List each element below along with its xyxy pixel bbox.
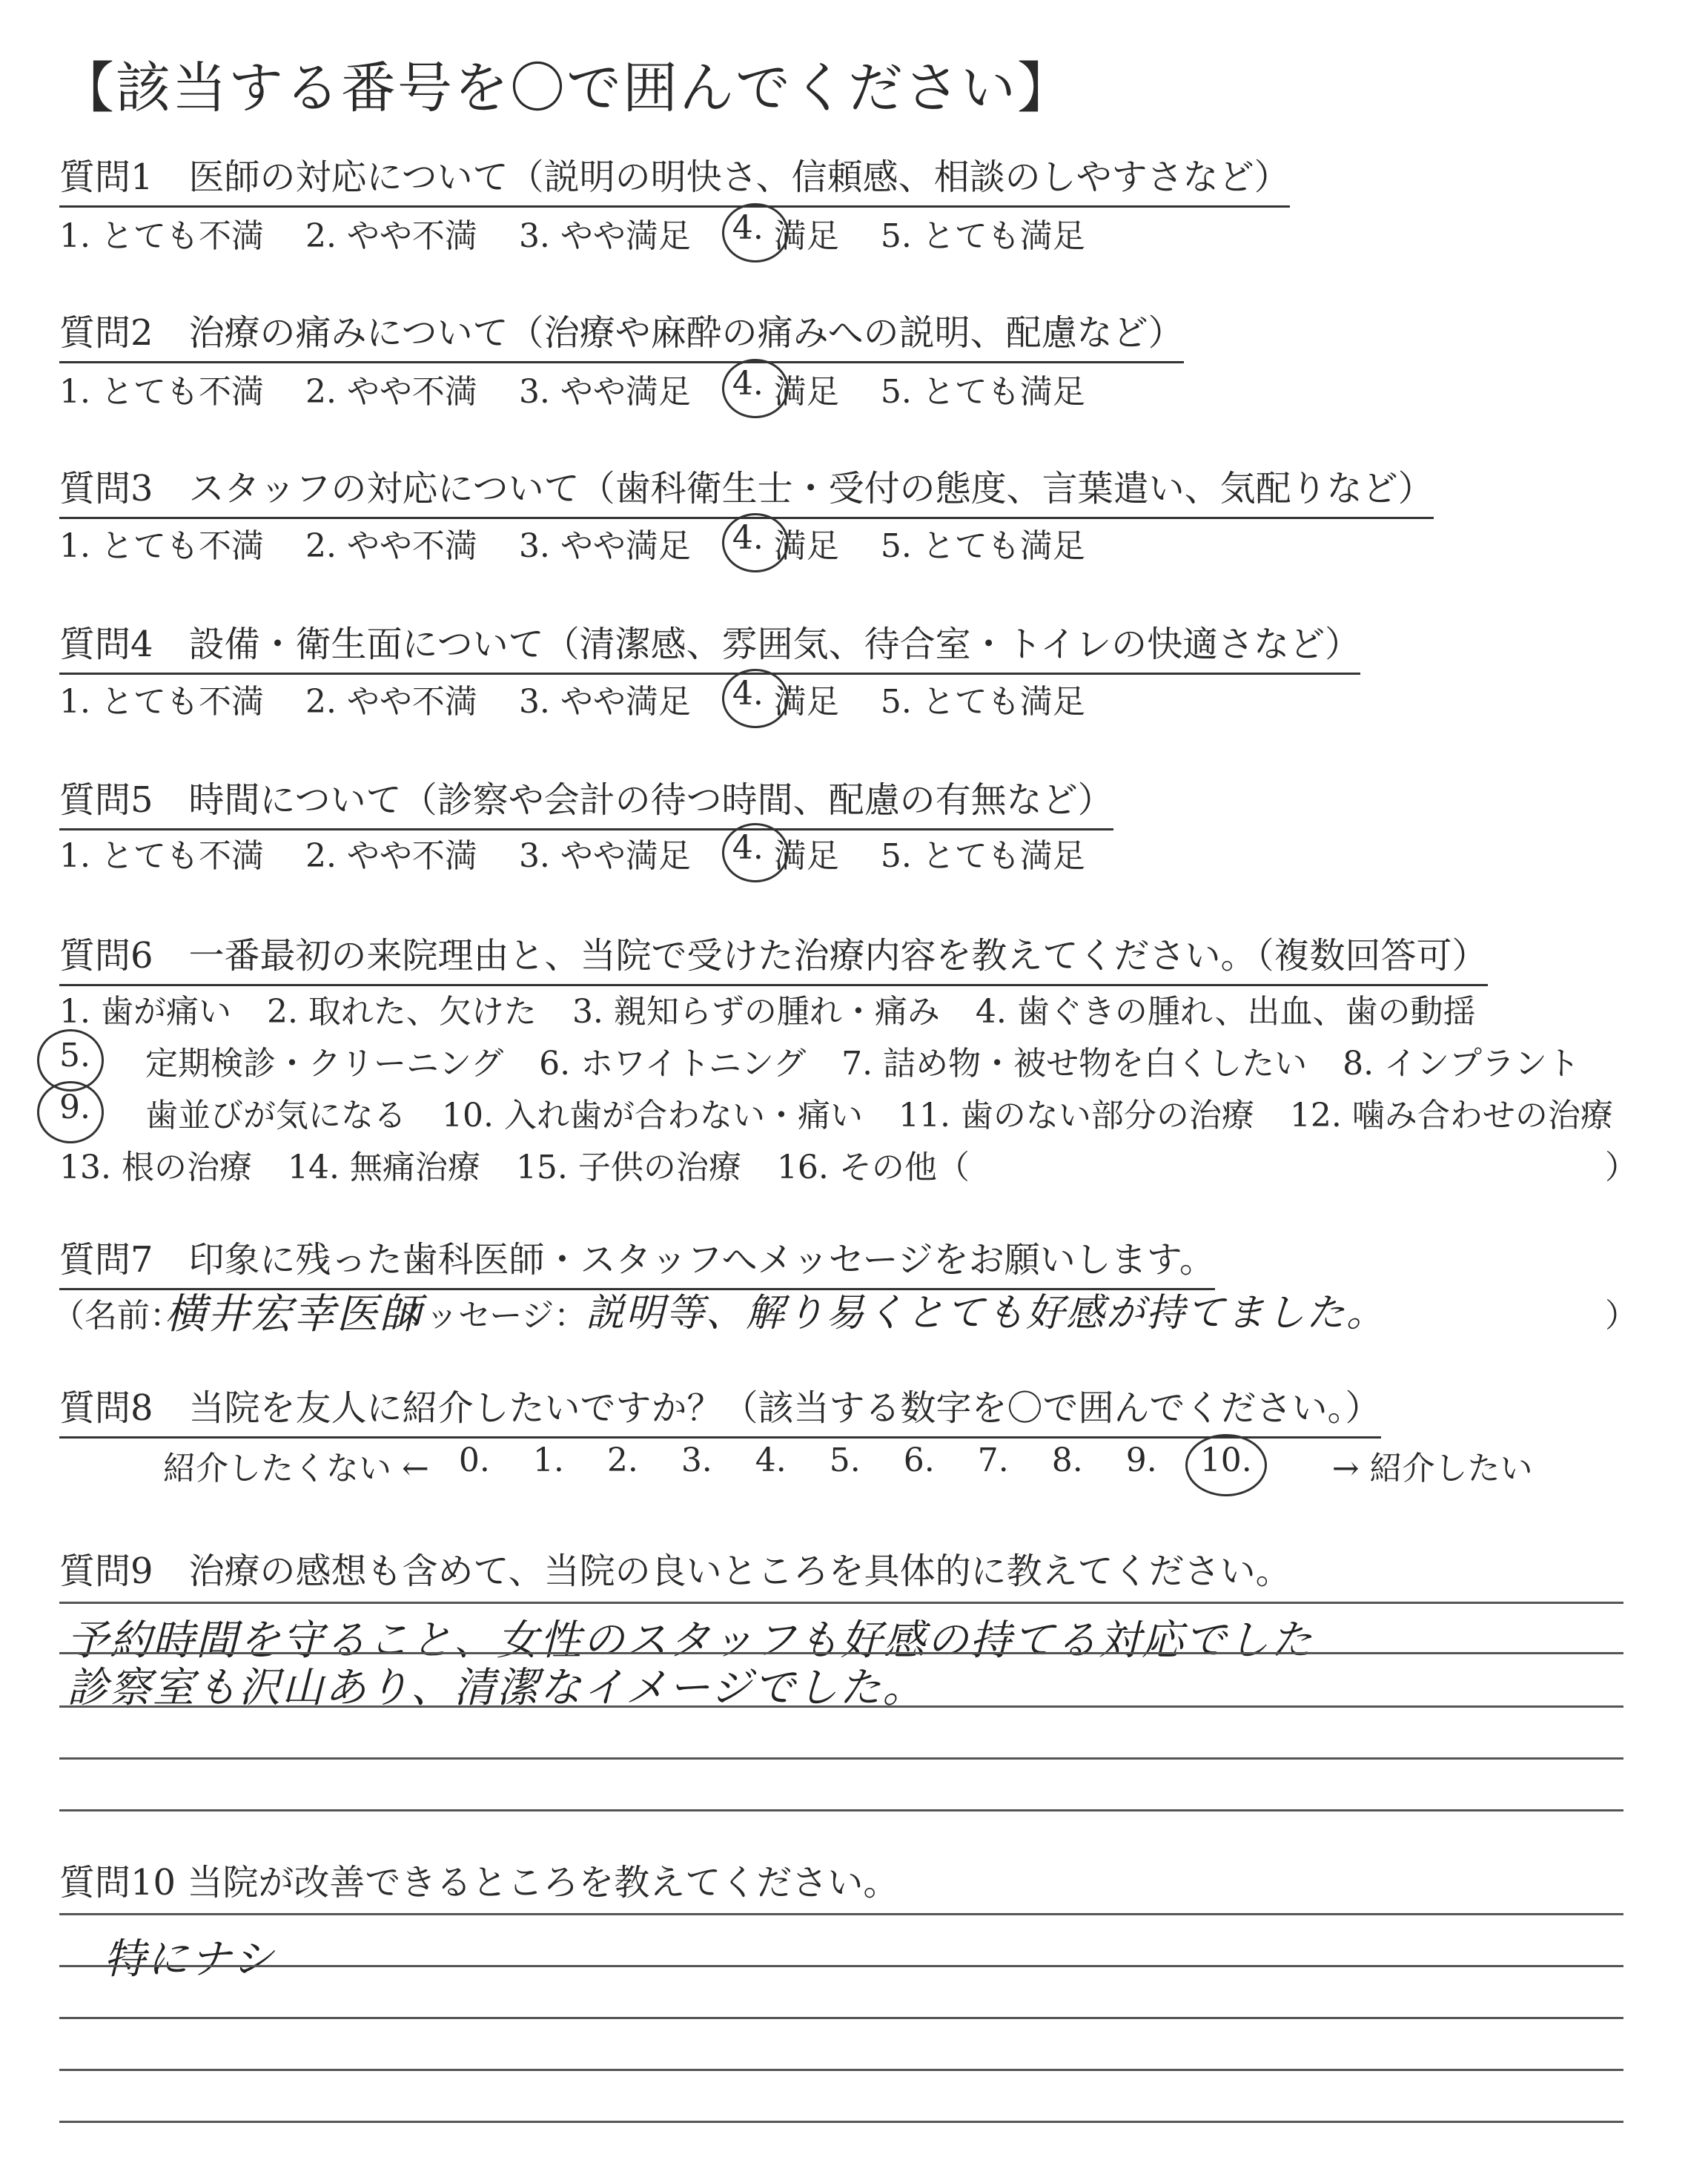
q7-name-label: （名前：	[52, 1297, 182, 1335]
q6-option-9-label: 歯並びが気になる	[145, 1097, 406, 1135]
q6-option-10[interactable]: 10. 入れ歯が合わない・痛い	[441, 1097, 863, 1135]
q8-option-2[interactable]: 2.	[606, 1441, 638, 1479]
q6-option-6[interactable]: 6. ホワイトニング	[539, 1045, 807, 1083]
q6-option-7[interactable]: 7. 詰め物・被せ物を白くしたい	[841, 1045, 1308, 1083]
q2-option-5[interactable]: 5. とても満足	[880, 373, 1085, 411]
question-2-options	[59, 365, 1127, 412]
q8-option-3[interactable]: 3.	[681, 1441, 712, 1479]
q9-answer-line-5	[59, 1809, 1623, 1811]
q4-option-1[interactable]: 1. とても不満	[59, 683, 264, 721]
q6-option-5-selected[interactable]: 5.	[59, 1037, 126, 1084]
q5-option-4-label: 満足	[773, 837, 839, 875]
q2-option-4-label: 満足	[773, 373, 839, 411]
q10-answer-text-1[interactable]: 特にナシ	[104, 1935, 275, 1984]
q6-row-2	[59, 1037, 1615, 1084]
q2-option-1[interactable]: 1. とても不満	[59, 373, 264, 411]
q10-answer-line-4	[59, 2069, 1623, 2071]
q1-option-4-selected[interactable]: 4.	[732, 209, 764, 257]
q9-answer-line-2	[59, 1652, 1623, 1654]
q6-row-3	[59, 1089, 1649, 1136]
q6-option-12[interactable]: 12. 噛み合わせの治療	[1289, 1097, 1613, 1135]
q7-message-value[interactable]: 説明等、解り易くとても好感が持てました。	[586, 1291, 1387, 1335]
q9-answer-line-3	[59, 1705, 1623, 1708]
q1-option-1[interactable]: 1. とても不満	[59, 217, 264, 255]
q9-answer-text-1[interactable]: 予約時間を守ること、女性のスタッフも好感の持てる対応でした	[67, 1616, 1314, 1665]
q6-row-1	[59, 985, 1512, 1032]
question-2-title: 質問2 治療の痛みについて（治療や麻酔の痛みへの説明、配慮など）	[59, 304, 1184, 363]
q5-option-4-selected[interactable]: 4.	[732, 829, 764, 876]
q6-option-11[interactable]: 11. 歯のない部分の治療	[898, 1097, 1254, 1135]
question-3-options	[59, 519, 1127, 567]
q6-option-16[interactable]: 16. その他（	[776, 1149, 970, 1186]
q4-option-3[interactable]: 3. やや満足	[518, 683, 691, 721]
q6-option-4[interactable]: 4. 歯ぐきの腫れ、出血、歯の動揺	[975, 993, 1476, 1031]
question-7-title: 質問7 印象に残った歯科医師・スタッフへメッセージをお願いします。	[59, 1231, 1215, 1290]
q3-option-3[interactable]: 3. やや満足	[518, 527, 691, 565]
q2-option-4-selected[interactable]: 4.	[732, 365, 764, 412]
q6-other-close-paren: ）	[1605, 1149, 1638, 1186]
q6-option-5-label: 定期検診・クリーニング	[145, 1045, 504, 1083]
q5-option-1[interactable]: 1. とても不満	[59, 837, 264, 875]
q5-option-5[interactable]: 5. とても満足	[880, 837, 1085, 875]
q7-name-value[interactable]: 横井宏幸医師	[165, 1290, 423, 1338]
q6-option-14[interactable]: 14. 無痛治療	[287, 1149, 480, 1186]
q5-option-3[interactable]: 3. やや満足	[518, 837, 691, 875]
q9-answer-text-2[interactable]: 診察室も沢山あり、清潔なイメージでした。	[67, 1664, 926, 1712]
question-6-title: 質問6 一番最初の来院理由と、当院で受けた治療内容を教えてください。（複数回答可）	[59, 927, 1488, 986]
question-1-options	[59, 209, 1127, 257]
question-4-title: 質問4 設備・衛生面について（清潔感、雰囲気、待合室・トイレの快適さなど）	[59, 615, 1360, 675]
q8-right-label: → 紹介したい	[1331, 1450, 1533, 1487]
q4-option-4-selected[interactable]: 4.	[732, 675, 764, 722]
q6-option-13[interactable]: 13. 根の治療	[59, 1149, 252, 1186]
q2-option-2[interactable]: 2. やや不満	[305, 373, 477, 411]
q6-option-15[interactable]: 15. 子供の治療	[515, 1149, 741, 1186]
q4-option-4-label: 満足	[773, 683, 839, 721]
q7-message-label: メッセージ：	[393, 1297, 587, 1335]
question-1-title: 質問1 医師の対応について（説明の明快さ、信頼感、相談のしやすさなど）	[59, 148, 1290, 208]
q8-option-7[interactable]: 7.	[977, 1441, 1009, 1479]
q8-left-label: 紹介したくない ←	[163, 1450, 429, 1487]
q6-option-9-selected[interactable]: 9.	[59, 1089, 126, 1136]
q3-option-4-selected[interactable]: 4.	[732, 519, 764, 567]
q8-option-10-selected[interactable]: 10.	[1200, 1441, 1295, 1489]
q1-option-3[interactable]: 3. やや満足	[518, 217, 691, 255]
q5-option-2[interactable]: 2. やや不満	[305, 837, 477, 875]
q6-row-4	[59, 1140, 1005, 1188]
q4-option-2[interactable]: 2. やや不満	[305, 683, 477, 721]
page-header: 【該当する番号を〇で囲んでください】	[59, 56, 1073, 120]
q3-option-2[interactable]: 2. やや不満	[305, 527, 477, 565]
q8-option-8[interactable]: 8.	[1051, 1441, 1083, 1479]
question-8-title: 質問8 当院を友人に紹介したいですか？（該当する数字を〇で囲んでください。）	[59, 1379, 1381, 1439]
q1-option-4-label: 満足	[773, 217, 839, 255]
q9-answer-line-1	[59, 1602, 1623, 1604]
q6-option-2[interactable]: 2. 取れた、欠けた	[266, 993, 537, 1031]
q8-scale	[163, 1441, 1576, 1489]
q10-answer-line-5	[59, 2121, 1623, 2123]
q7-close-paren: ）	[1605, 1297, 1638, 1335]
question-5-options	[59, 829, 1127, 876]
q2-option-3[interactable]: 3. やや満足	[518, 373, 691, 411]
q8-option-4[interactable]: 4.	[755, 1441, 787, 1479]
q8-option-0[interactable]: 0.	[458, 1441, 490, 1479]
q3-option-1[interactable]: 1. とても不満	[59, 527, 264, 565]
q10-answer-line-3	[59, 2017, 1623, 2019]
q1-option-5[interactable]: 5. とても満足	[880, 217, 1085, 255]
question-5-title: 質問5 時間について（診察や会計の待つ時間、配慮の有無など）	[59, 771, 1113, 830]
q6-option-8[interactable]: 8. インプラント	[1343, 1045, 1580, 1083]
q6-option-3[interactable]: 3. 親知らずの腫れ・痛み	[572, 993, 940, 1031]
q6-option-1[interactable]: 1. 歯が痛い	[59, 993, 231, 1031]
q10-answer-line-1	[59, 1913, 1623, 1915]
q8-option-6[interactable]: 6.	[903, 1441, 935, 1479]
question-4-options	[59, 675, 1127, 722]
question-10-title: 質問10 当院が改善できるところを教えてください。	[59, 1862, 899, 1903]
question-3-title: 質問3 スタッフの対応について（歯科衛生士・受付の態度、言葉遣い、気配りなど）	[59, 460, 1434, 519]
q9-answer-line-4	[59, 1757, 1623, 1760]
q3-option-5[interactable]: 5. とても満足	[880, 527, 1085, 565]
q4-option-5[interactable]: 5. とても満足	[880, 683, 1085, 721]
q8-option-9[interactable]: 9.	[1125, 1441, 1157, 1479]
q8-option-1[interactable]: 1.	[532, 1441, 564, 1479]
q10-answer-line-2	[59, 1965, 1623, 1967]
q1-option-2[interactable]: 2. やや不満	[305, 217, 477, 255]
q8-option-5[interactable]: 5.	[829, 1441, 861, 1479]
q3-option-4-label: 満足	[773, 527, 839, 565]
question-9-title: 質問9 治療の感想も含めて、当院の良いところを具体的に教えてください。	[59, 1550, 1291, 1592]
